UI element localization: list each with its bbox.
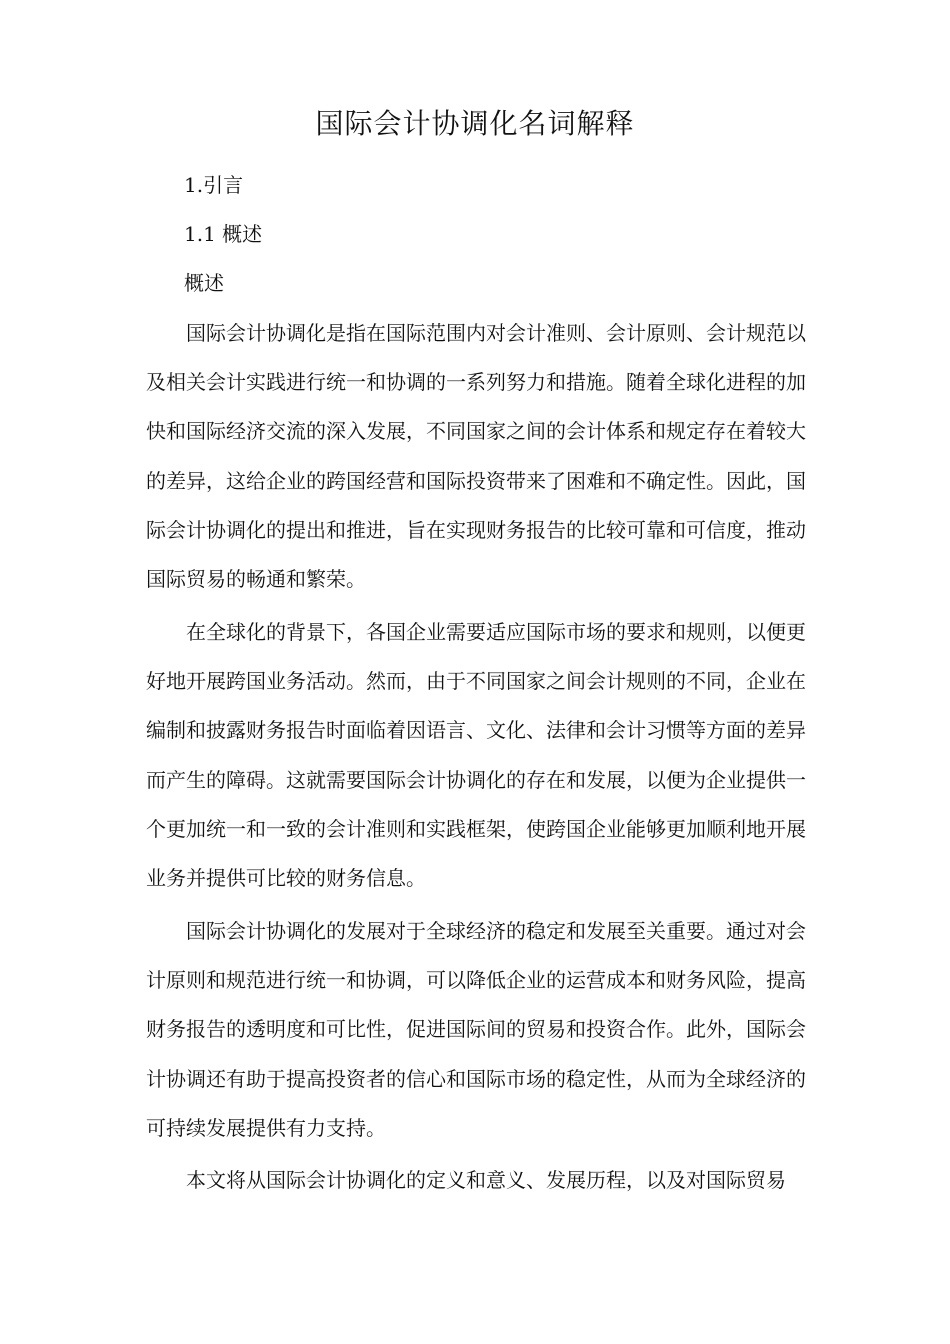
paragraph-4: 本文将从国际会计协调化的定义和意义、发展历程，以及对国际贸易 <box>186 1168 786 1192</box>
subsection-heading-overview: 概述 <box>184 271 224 295</box>
paragraph-1: 国际会计协调化是指在国际范围内对会计准则、会计原则、会计规范以及相关会计实践进行统一和协调的一系列努力和措施。随着全球化进程的加快和国际经济交流的深入发展，不同国家之间的会计体系和规定存在着较大的差异，这给企业的跨国经营和国际投资带来了困难和不确定性。因此，国际会计协调化的提出和推进，旨在实现财务报告的比较可靠和可信度，推动国际贸易的畅通和繁荣。 <box>146 321 806 592</box>
section-heading-1: 1.引言 <box>184 173 244 197</box>
paragraph-3: 国际会计协调化的发展对于全球经济的稳定和发展至关重要。通过对会计原则和规范进行统一和协调，可以降低企业的运营成本和财务风险，提高财务报告的透明度和可比性，促进国际间的贸易和投资合作。此外，国际会计协调还有助于提高投资者的信心和国际市场的稳定性，从而为全球经济的可持续发展提供有力支持。 <box>146 919 806 1140</box>
document-title: 国际会计协调化名词解释 <box>315 107 635 140</box>
section-heading-1-1: 1.1 概述 <box>184 222 263 246</box>
paragraph-2: 在全球化的背景下，各国企业需要适应国际市场的要求和规则，以便更好地开展跨国业务活动。然而，由于不同国家之间会计规则的不同，企业在编制和披露财务报告时面临着因语言、文化、法律和会计习惯等方面的差异而产生的障碍。这就需要国际会计协调化的存在和发展，以便为企业提供一个更加统一和一致的会计准则和实践框架，使跨国企业能够更加顺利地开展业务并提供可比较的财务信息。 <box>146 620 806 891</box>
